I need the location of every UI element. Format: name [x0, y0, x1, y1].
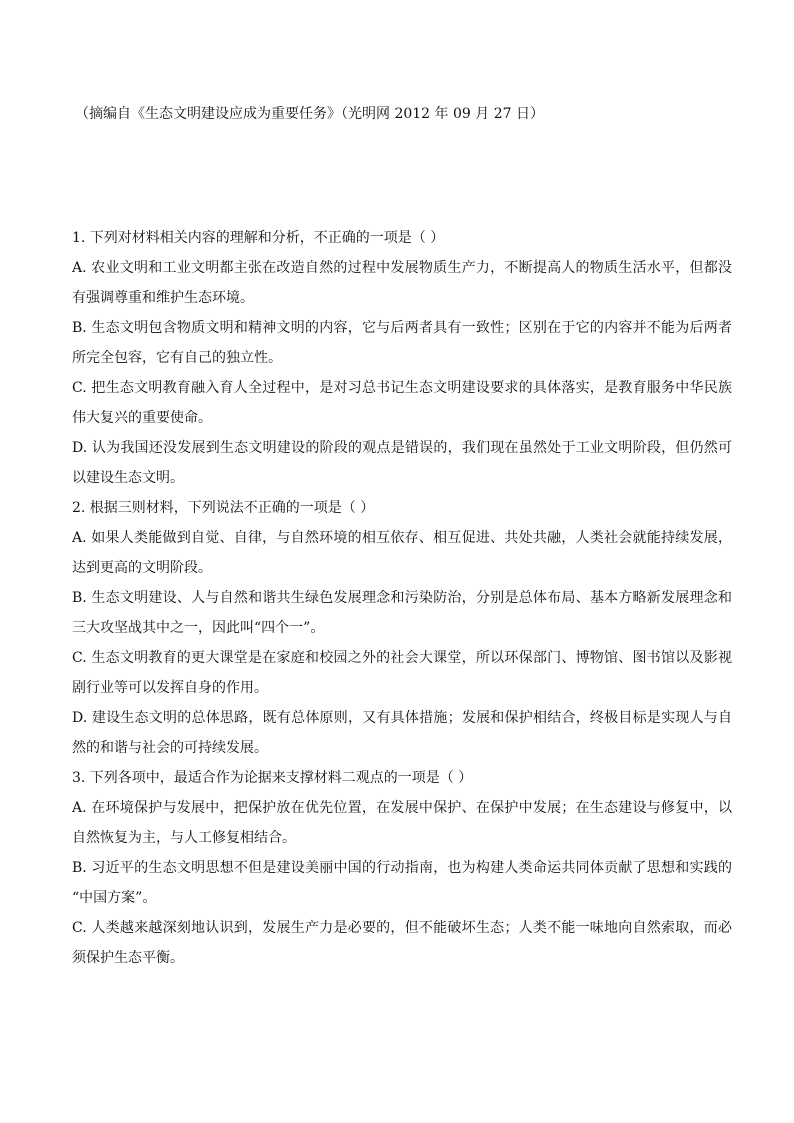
question-1-option-b-line-2: 所完全包容，它有自己的独立性。 — [72, 350, 282, 366]
question-1-option-c-line-1: C. 把生态文明教育融入育人全过程中，是对习总书记生态文明建设要求的具体落实，是教育服务中华民族 — [72, 380, 732, 396]
question-2-option-a-line-2: 达到更高的文明阶段。 — [72, 560, 212, 576]
question-2-option-b-line-2: 三大攻坚战其中之一，因此叫“四个一”。 — [72, 620, 325, 636]
question-2-stem: 2. 根据三则材料，下列说法不正确的一项是（ ） — [72, 500, 375, 516]
source-citation: （摘编自《生态文明建设应成为重要任务》（光明网 2012 年 09 月 27 日） — [75, 106, 544, 122]
question-3-option-a-line-1: A. 在环境保护与发展中，把保护放在优先位置，在发展中保护、在保护中发展；在生态建设与修复中，以 — [72, 800, 732, 816]
question-list — [72, 223, 732, 973]
question-2-option-c-line-1: C. 生态文明教育的更大课堂是在家庭和校园之外的社会大课堂，所以环保部门、博物馆、图书馆以及影视 — [72, 650, 732, 666]
question-1-option-d-line-1: D. 认为我国还没发展到生态文明建设的阶段的观点是错误的，我们现在虽然处于工业文明阶段，但仍然可 — [72, 440, 732, 456]
question-2-option-a-line-1: A. 如果人类能做到自觉、自律，与自然环境的相互依存、相互促进、共处共融，人类社会就能持续发展， — [72, 530, 732, 546]
question-1-stem: 1. 下列对材料相关内容的理解和分析，不正确的一项是（ ） — [72, 230, 445, 246]
question-1-option-b-line-1: B. 生态文明包含物质文明和精神文明的内容，它与后两者具有一致性；区别在于它的内容并不能为后两者 — [72, 320, 732, 336]
question-3-stem: 3. 下列各项中，最适合作为论据来支撑材料二观点的一项是（ ） — [72, 770, 473, 786]
question-2-option-c-line-2: 剧行业等可以发挥自身的作用。 — [72, 680, 268, 696]
question-2-option-d-line-1: D. 建设生态文明的总体思路，既有总体原则，又有具体措施；发展和保护相结合，终极目标是实现人与自 — [72, 710, 732, 726]
question-3-option-c-line-2: 须保护生态平衡。 — [72, 950, 184, 966]
question-3-option-b-line-1: B. 习近平的生态文明思想不但是建设美丽中国的行动指南，也为构建人类命运共同体贡献了思想和实践的 — [72, 860, 732, 876]
question-1-option-a-line-2: 有强调尊重和维护生态环境。 — [72, 290, 254, 306]
question-1-option-c-line-2: 伟大复兴的重要使命。 — [72, 410, 212, 426]
question-3-option-a-line-2: 自然恢复为主，与人工修复相结合。 — [72, 830, 296, 846]
question-3-option-c-line-1: C. 人类越来越深刻地认识到，发展生产力是必要的，但不能破坏生态；人类不能一味地向自然索取，而必 — [72, 920, 732, 936]
question-2-option-b-line-1: B. 生态文明建设、人与自然和谐共生绿色发展理念和污染防治，分别是总体布局、基本方略新发展理念和 — [72, 590, 732, 606]
question-3-option-b-line-2: “中国方案”。 — [72, 890, 157, 906]
question-1-option-a-line-1: A. 农业文明和工业文明都主张在改造自然的过程中发展物质生产力，不断提高人的物质生活水平，但都没 — [72, 260, 732, 276]
question-2-option-d-line-2: 然的和谐与社会的可持续发展。 — [72, 740, 268, 756]
question-1-option-d-line-2: 以建设生态文明。 — [72, 470, 184, 486]
